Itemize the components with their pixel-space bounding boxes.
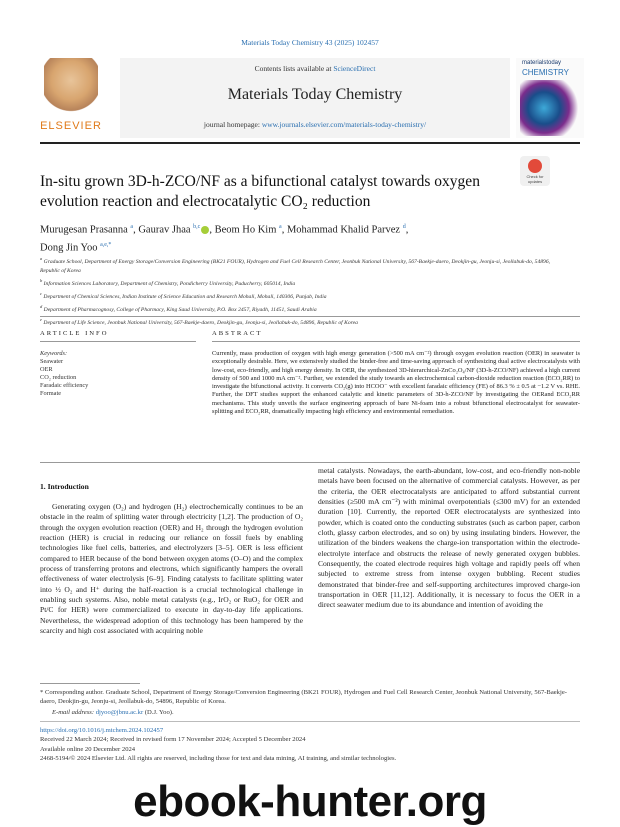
- divider: [40, 316, 580, 317]
- divider: [40, 341, 196, 342]
- journal-title: Materials Today Chemistry: [227, 86, 403, 103]
- section-heading: 1. Introduction: [40, 482, 89, 491]
- affiliations: [40, 254, 570, 329]
- divider: [212, 341, 580, 342]
- affiliation: $^b$ Information Sciences Laboratory, Department of Chemistry, Pondicherry University, Puducherry, 605014, India: [40, 278, 296, 288]
- check-updates-icon: [528, 159, 542, 173]
- footnote-divider: [40, 683, 140, 684]
- author[interactable]: Dong Jin Yoo: [40, 242, 98, 253]
- affiliation: $^c$ Department of Chemical Sciences, Indian Institute of Science Education and Research Mohali, Mohali, 140306, Punjab, India: [40, 291, 327, 301]
- article-title: In-situ grown 3D-h-ZCO/NF as a bifunctional catalyst towards oxygen evolution reaction and electrocatalytic CO₂ reduction: [40, 173, 480, 210]
- affiliation: $^d$ Department of Pharmacognosy, College of Pharmacy, King Saud University, P.O. Box 2457, Riyadh, 11451, Saudi Arabia: [40, 304, 317, 314]
- divider: [40, 462, 580, 463]
- doi-link[interactable]: https://doi.org/10.1016/j.mtchem.2024.102457: [40, 727, 164, 734]
- copyright: 2468-5194/© 2024 Elsevier Ltd. All rights are reserved, including those for text and data mining, AI training, and similar technologies.: [40, 754, 397, 762]
- author-list: Murugesan Prasanna $^a$, Gaurav Jhaa $^{b,c}$ , Beom Ho Kim $^a$, Mohammad Khalid Parvez $^d$, Dong Jin Yoo $^{a,e,*}$: [40, 224, 409, 253]
- article-info-heading: ARTICLE INFO: [40, 330, 109, 337]
- available-online: Available online 20 December 2024: [40, 745, 136, 753]
- publication-info: [40, 726, 580, 763]
- journal-reference[interactable]: Materials Today Chemistry 43 (2025) 102457: [241, 38, 379, 47]
- elsevier-tree-icon: [44, 58, 98, 114]
- author[interactable]: Beom Ho Kim: [214, 224, 277, 236]
- corresponding-author-note: * Corresponding author. Graduate School, Department of Energy Storage/Conversion Engineering (BK21 FOUR), Hydrogen and Fuel Cell Research Center, Jeonbuk National University, 567-Baekje-daero, Deokjin-gu, Jeonju-si, Jeollabuk-do, 54896, Republic of Korea.: [40, 689, 567, 705]
- author[interactable]: Mohammad Khalid Parvez: [286, 224, 401, 236]
- abstract-heading: ABSTRACT: [212, 330, 263, 337]
- header-divider: [40, 142, 580, 144]
- intro-left-column: Generating oxygen (O₂) and hydrogen (H₂) electrochemically continues to be an obstacle in the realm of splitting water through electricity [1,2]. The production of O₂ through the oxygen evolution reaction (OER) and H₂ through the hydrogen evolution reaction (HER) is crucial in reducing our reliance on fossil fuels by enabling technologies like fuel cells, batteries, and electrolyzers [3–5]. OER is less efficient compared to HER because of the bond between oxygen atoms (O–O) and the complex process of transferring protons and electrons, which significantly hampers the overall effectiveness of water electrolysis [6–9]. Finding catalysts to facilitate splitting water into ½ O₂ and H⁺ during the half-reaction is a crucial technological challenge in enabling such systems. Also, noble metal catalysts (e.g., IrO₂ or RuO₂ for OER and Pt/C for HER) were commercialized to execute in day-to-day life applications. Nevertheless, the widespread adoption of this technology has been hampered by the scarcity and high cost associated with acquiring noble: [40, 502, 303, 636]
- keywords-block: [40, 350, 200, 398]
- affiliation: $^e$ Department of Life Science, Jeonbuk National University, 567-Baekje-daero, Deokjin-gu, Jeonju-si, Jeollabuk-do, 54896, Republic of Korea: [40, 317, 358, 327]
- keywords-heading: Keywords:: [40, 350, 68, 357]
- publisher-name: ELSEVIER: [40, 120, 102, 132]
- received-dates: Received 22 March 2024; Received in revised form 17 November 2024; Accepted 5 December 2024: [40, 736, 306, 744]
- journal-homepage-link[interactable]: www.journals.elsevier.com/materials-today-chemistry/: [261, 120, 427, 129]
- cover-brand: materialstoday: [522, 60, 562, 66]
- keyword: Faradaic efficiency: [40, 382, 89, 389]
- contents-line: Contents lists available at ScienceDirect: [254, 64, 376, 73]
- journal-cover: [516, 58, 584, 138]
- keyword: Seawater: [40, 358, 64, 365]
- author[interactable]: Gaurav Jhaa: [138, 224, 191, 236]
- check-for-updates-button[interactable]: Check for updates: [520, 156, 550, 186]
- affiliation: $^a$ Graduate School, Department of Energy Storage/Conversion Engineering (BK21 FOUR), Hydrogen and Fuel Cell Research Center, Jeonbuk National University, 567-Baekje-daero, Deokjin-gu, Jeonju-si, Jeollabuk-do, 54896, Republic of Korea: [40, 256, 551, 275]
- sciencedirect-link[interactable]: ScienceDirect: [333, 64, 376, 73]
- keyword: Formate: [40, 390, 61, 397]
- cover-subject: CHEMISTRY: [522, 68, 569, 77]
- homepage-line: journal homepage: www.journals.elsevier.com/materials-today-chemistry/: [203, 120, 427, 129]
- email-line: E-mail address: djyoo@jbnu.ac.kr (D.J. Yoo).: [52, 709, 174, 716]
- author[interactable]: Murugesan Prasanna: [40, 224, 128, 236]
- cover-graphic: [520, 80, 580, 136]
- abstract-text: Currently, mass production of oxygen with high energy generation (>500 mA cm⁻²) through oxygen evolution reaction (OER) in seawater is exceptionally desirable. Here, we extensively studied the binder-free and time-saving approach of synthesizing dual active electrocatalysts with low-cost, eco-friendly, and high energy density. In OER, the synthesized 3D-hierarchical-ZnCo₂O₄/NF (3D-h-ZCO/NF) achieved a high current density of 500 and 1000 mA cm⁻². Further, we extended the study towards an electrochemical carbon-dioxide reduction reaction (ECO₂RR) to investigate the bifunctional activity. It converts CO₂(g) into HCOO⁻ with excellent faradaic efficiency (FE) of 86.3 % ± 0.5 at −1.2 V vs. RHE. Further, the DFT studies support the enhanced catalytic and kinetic parameters of 3D-h-ZCO/NF by investigating the OERand ECO₂RR mechanisms. This study unveils the surface engineering approach of bare Ni-foam into a robust bifunctional electrocatalyst for seawater-splitting and ECO₂RR, dramatically impacting high efficiency and environmental remediation.: [212, 350, 580, 415]
- divider: [40, 721, 580, 722]
- orcid-icon[interactable]: [201, 226, 209, 234]
- keyword: CO₂ reduction: [40, 374, 77, 381]
- watermark: ebook-hunter.org: [133, 777, 487, 826]
- intro-right-column: metal catalysts. Nowadays, the earth-abundant, low-cost, and eco-friendly non-noble metals have been focused on the alternative of commercial catalysts. However, as per the criteria, the OER electrocatalysts are anticipated to afford substantial current densities (≥500 mA cm⁻²) with minimal overpotentials (≤300 mV) for an extended duration [10]. Currently, the reported OER electrocatalysts are synthesized into powder, which is coated onto the conducting substrates (such as carbon paper, carbon cloth, glassy carbon electrodes, and so on) by using insulating binders. However, the utilization of the binders weakens the charge-ion transportation within the electrode-electrolyte interface and obstructs the release of newly generated oxygen bubbles. Consequently, the coated electrode requires high voltage and rapidly peels off when subjected to extreme stress from intense oxygen bubbling. Recent studies demonstrated that binder-free and self-supporting architectures improved charge-ion transportation in OER [11,12]. Additionally, it is necessary to focus the OER in a direct seawater medium due to its abundance and intention of avoiding the: [318, 466, 580, 610]
- email-link[interactable]: djyoo@jbnu.ac.kr: [95, 709, 144, 716]
- elsevier-logo: [36, 58, 106, 136]
- keyword: OER: [40, 366, 53, 373]
- journal-header: [120, 58, 510, 138]
